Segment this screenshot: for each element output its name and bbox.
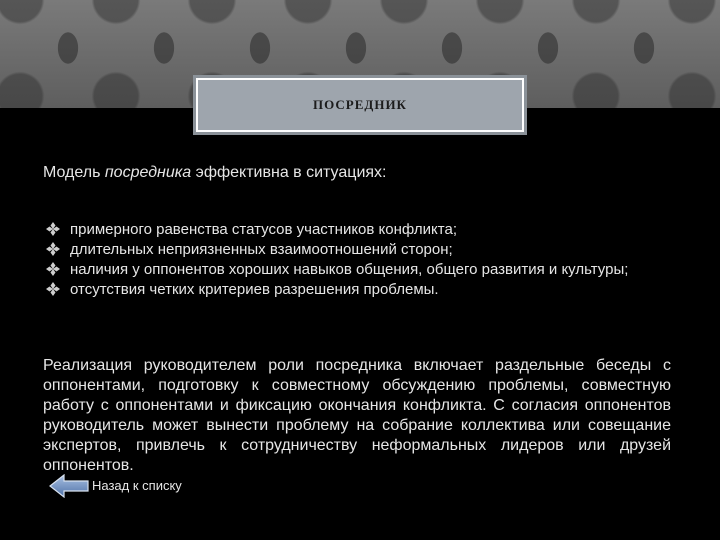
title-box: [196, 78, 524, 132]
back-to-list-label[interactable]: Назад к списку: [92, 478, 182, 493]
list-item-text: примерного равенства статусов участников конфликта;: [70, 221, 457, 238]
intro-italic: посредника: [104, 164, 192, 181]
intro-text: [43, 163, 683, 183]
diamond-clover-bullet-icon: [46, 282, 60, 296]
situation-list: [46, 220, 676, 300]
list-item-text: длительных неприязненных взаимоотношений сторон;: [70, 241, 453, 258]
intro-suffix: эффективна в ситуациях:: [191, 164, 387, 181]
list-item: [46, 220, 676, 239]
list-item: [46, 260, 676, 279]
diamond-clover-bullet-icon: [46, 242, 60, 256]
list-item: [46, 280, 676, 299]
slide-title: ПОСРЕДНИК: [313, 97, 407, 112]
list-item: [46, 240, 676, 259]
arrow-left-icon: [48, 474, 90, 498]
list-item-text: отсутствия четких критериев разрешения проблемы.: [70, 281, 439, 298]
diamond-clover-bullet-icon: [46, 222, 60, 236]
back-to-list-button[interactable]: [48, 474, 268, 498]
body-paragraph: Реализация руководителем роли посредника включает раздельные беседы с оппонентами, подготовку к совместному обсуждению проблемы, совместную работу с оппонентами и фиксацию окончания конфликта. С согласия оппонентов руководитель может вынести проблему на собрание коллектива или совещание экспертов, привлечь к сотрудничеству неформальных лидеров или друзей оппонентов.: [43, 357, 671, 474]
list-item-text: наличия у оппонентов хороших навыков общения, общего развития и культуры;: [70, 261, 629, 278]
diamond-clover-bullet-icon: [46, 262, 60, 276]
intro-prefix: Модель: [43, 164, 105, 181]
